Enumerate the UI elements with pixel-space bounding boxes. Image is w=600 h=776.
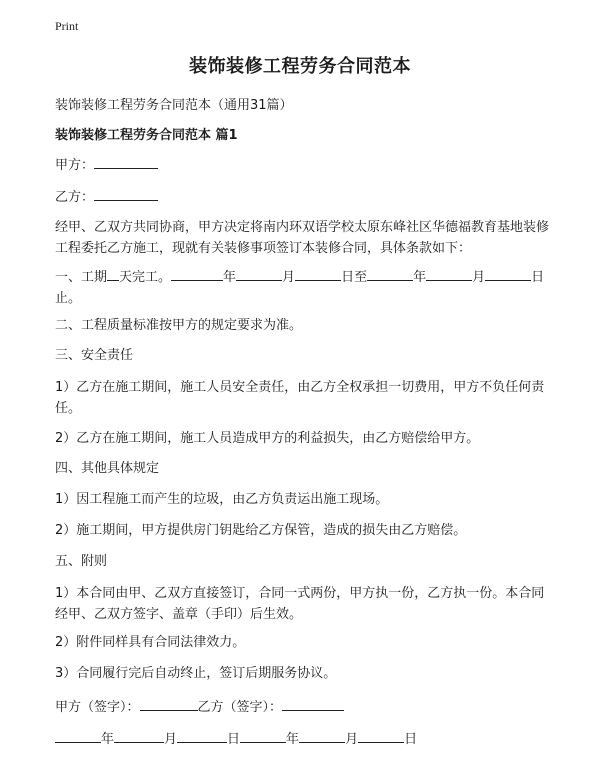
clause-3-item-2: 2）乙方在施工期间，施工人员造成甲方的利益损失，由乙方赔偿给甲方。 bbox=[55, 431, 480, 446]
document-subtitle: 装饰装修工程劳务合同范本（通用31篇） bbox=[55, 98, 293, 113]
party-a-signature-blank bbox=[140, 695, 198, 711]
document-title: 装饰装修工程劳务合同范本 bbox=[189, 56, 411, 77]
party-a-year-blank bbox=[55, 727, 101, 743]
end-year-blank bbox=[367, 265, 413, 281]
end-day-label: 日止。 bbox=[55, 270, 545, 306]
clause-1-days-unit: 天完工。 bbox=[119, 270, 172, 285]
party-b-line bbox=[55, 185, 550, 208]
clause-5-item-2: 2）附件同样具有合同法律效力。 bbox=[55, 635, 246, 650]
party-a-day-label: 日 bbox=[227, 732, 241, 747]
print-label: Print bbox=[55, 19, 79, 33]
party-b-signature-blank bbox=[282, 695, 344, 711]
clause-2-quality: 二、工程质量标准按甲方的规定要求为准。 bbox=[55, 318, 303, 333]
party-a-signature-label: 甲方（签字）： bbox=[55, 700, 140, 715]
start-year-blank bbox=[171, 265, 223, 281]
date-line bbox=[55, 727, 550, 750]
section-heading: 装饰装修工程劳务合同范本 篇1 bbox=[55, 128, 238, 143]
party-b-year-label: 年 bbox=[286, 732, 300, 747]
clause-4-item-2: 2）施工期间，甲方提供房门钥匙给乙方保管，造成的损失由乙方赔偿。 bbox=[55, 523, 467, 538]
end-month-blank bbox=[426, 265, 472, 281]
signature-line bbox=[55, 695, 550, 718]
clause-5-item-3: 3）合同履行完后自动终止，签订后期服务协议。 bbox=[55, 666, 337, 681]
clause-5-item-1: 1）本合同由甲、乙双方直接签订，合同一式两份，甲方执一份，乙方执一份。本合同经甲、乙双方签字、盖章（手印）后生效。 bbox=[55, 586, 545, 622]
clause-1-lead: 一、工期 bbox=[55, 270, 108, 285]
party-b-signature-label: 乙方（签字）： bbox=[197, 700, 283, 715]
clause-3-heading: 三、安全责任 bbox=[55, 348, 134, 363]
clause-5-heading: 五、附则 bbox=[55, 554, 108, 569]
start-month-label: 月 bbox=[282, 270, 296, 285]
party-b-day-label: 日 bbox=[404, 732, 418, 747]
party-b-month-label: 月 bbox=[345, 732, 359, 747]
end-month-label: 月 bbox=[472, 270, 486, 285]
start-month-blank bbox=[236, 265, 282, 281]
clause-4-heading: 四、其他具体规定 bbox=[55, 461, 160, 476]
party-a-month-blank bbox=[114, 727, 164, 743]
party-a-day-blank bbox=[177, 727, 227, 743]
start-year-label: 年 bbox=[223, 270, 237, 285]
days-blank bbox=[107, 265, 119, 281]
party-b-day-blank bbox=[358, 727, 404, 743]
party-b-month-blank bbox=[299, 727, 345, 743]
party-a-month-label: 月 bbox=[164, 732, 178, 747]
party-a-blank bbox=[94, 153, 158, 169]
intro-paragraph: 经甲、乙双方共同协商，甲方决定将南内环双语学校太原东峰社区华德福教育基地装修工程委托乙方施工，现就有关装修事项签订本装修合同，具体条款如下： bbox=[55, 220, 550, 256]
start-day-to-label: 日至 bbox=[341, 270, 368, 285]
start-day-blank bbox=[295, 265, 341, 281]
party-b-label: 乙方： bbox=[55, 190, 95, 205]
party-a-year-label: 年 bbox=[101, 732, 115, 747]
end-day-blank bbox=[485, 265, 531, 281]
party-a-label: 甲方： bbox=[55, 158, 95, 173]
clause-1-work-period bbox=[55, 265, 550, 309]
party-b-year-blank bbox=[240, 727, 286, 743]
party-b-blank bbox=[94, 185, 158, 201]
clause-4-item-1: 1）因工程施工而产生的垃圾，由乙方负责运出施工现场。 bbox=[55, 492, 389, 507]
clause-3-item-1: 1）乙方在施工期间，施工人员安全责任，由乙方全权承担一切费用，甲方不负任何责任。 bbox=[55, 380, 545, 416]
end-year-label: 年 bbox=[413, 270, 427, 285]
party-a-line bbox=[55, 153, 550, 176]
